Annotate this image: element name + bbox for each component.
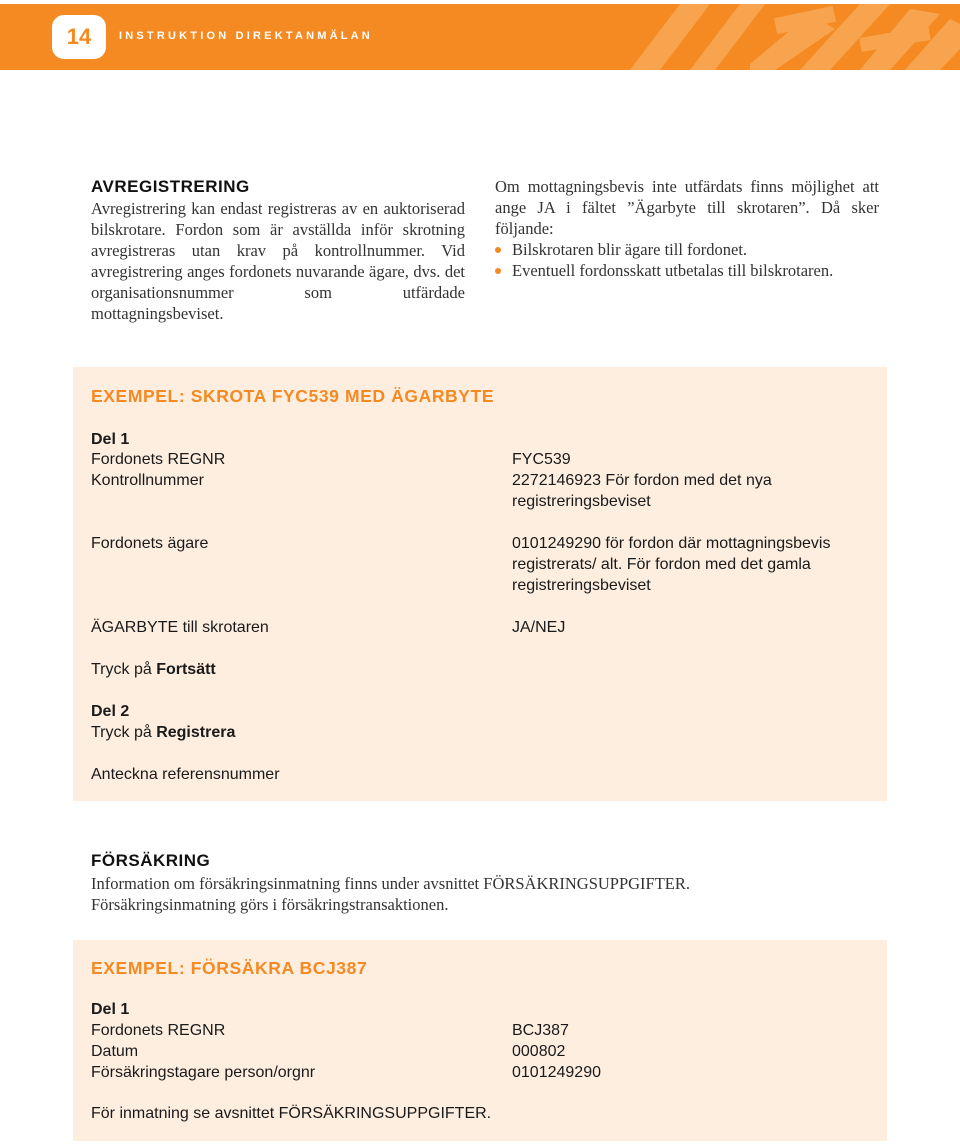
list-item: Eventuell fordonsskatt utbetalas till bilskrotaren. [495,260,879,281]
example-forsakra-box [73,940,887,1141]
header-decoration-icon [560,4,960,70]
example-forsakra-footer: För inmatning se avsnittet FÖRSÄKRINGSUPPGIFTER. [91,1105,492,1122]
label-forsakringstagare: Försäkringstagare person/orgnr [91,1064,316,1081]
label-agarbyte: ÄGARBYTE till skrotaren [91,619,269,636]
fortsatt-label: Fortsätt [156,661,216,678]
instruction-registrera: Tryck på Registrera [91,724,236,741]
bullet-icon [495,247,501,253]
header-title: INSTRUKTION DIREKTANMÄLAN [119,30,373,42]
instruction-fortsatt: Tryck på Fortsätt [91,661,216,678]
forsakring-line2: Försäkringsinmatning görs i försäkringstransaktionen. [91,895,449,914]
example-skrota-part1: Del 1 [91,431,130,448]
value-kontrollnummer: 2272146923 För fordon med det nya registreringsbeviset [512,472,772,510]
bullet-icon [495,268,501,274]
example-forsakra-title: EXEMPEL: FÖRSÄKRA BCJ387 [91,958,368,978]
example-skrota-title: EXEMPEL: SKROTA FYC539 MED ÄGARBYTE [91,386,495,406]
list-item: Bilskrotaren blir ägare till fordonet. [495,239,879,260]
value-forsakringstagare: 0101249290 [512,1064,601,1081]
value-fordonets-agare: 0101249290 för fordon där mottagningsbevis registrerats/ alt. För fordon med det gamla registreringsbeviset [512,535,831,594]
example-skrota-box [73,367,887,801]
label-regnr: Fordonets REGNR [91,451,226,468]
example-forsakra-part1: Del 1 [91,1001,130,1018]
value-regnr: BCJ387 [512,1022,569,1039]
forsakring-line1: Information om försäkringsinmatning finns under avsnittet FÖRSÄKRINGSUPPGIFTER. [91,874,691,893]
example-skrota-part2: Del 2 [91,703,130,720]
page-number: 14 [52,15,106,59]
page-header [0,4,960,70]
instruction-anteckna: Anteckna referensnummer [91,766,280,783]
registrera-label: Registrera [156,724,236,741]
value-agarbyte: JA/NEJ [512,619,566,636]
label-regnr: Fordonets REGNR [91,1022,226,1039]
value-datum: 000802 [512,1043,566,1060]
avregistrering-right-intro: Om mottagningsbevis inte utfärdats finns möjlighet att ange JA i fältet ”Ägarbyte till skrotaren”. Då sker följande: [495,177,879,238]
forsakring-heading: FÖRSÄKRING [91,851,211,870]
value-regnr: FYC539 [512,451,571,468]
avregistrering-bullet-list [495,239,879,281]
label-datum: Datum [91,1043,139,1060]
label-kontrollnummer: Kontrollnummer [91,472,204,489]
avregistrering-heading: AVREGISTRERING [91,177,250,196]
avregistrering-body: Avregistrering kan endast registreras av en auktoriserad bilskrotare. Fordon som är avställda inför skrotning avregistreras utan krav på kontrollnummer. Vid avregistrering anges fordonets nuvarande ägare, dvs. det organisationsnummer som utfärdade mottagningsbeviset. [91,199,465,323]
label-fordonets-agare: Fordonets ägare [91,535,209,552]
